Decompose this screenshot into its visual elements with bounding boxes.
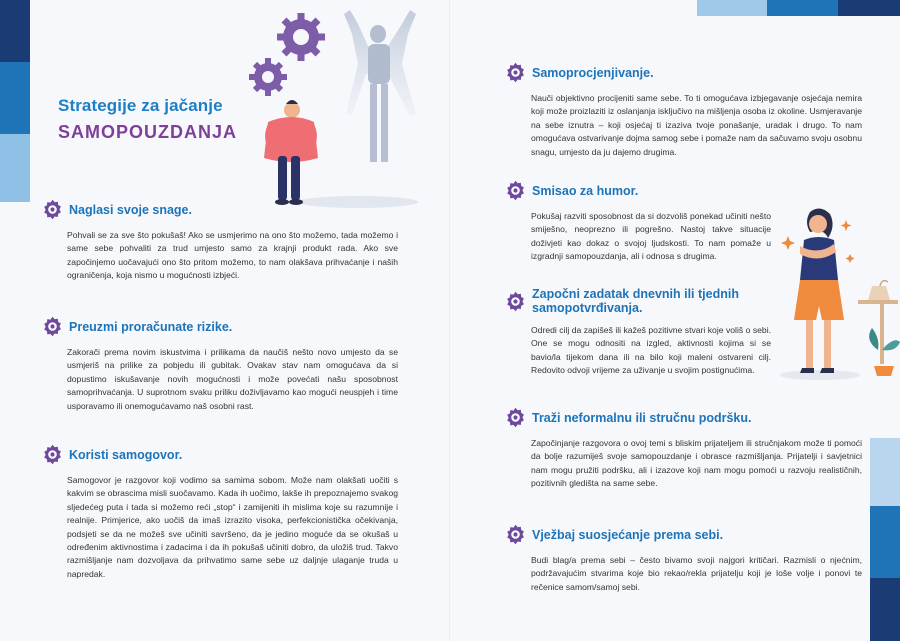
section-naglasi xyxy=(42,199,398,283)
left-bar-mid xyxy=(0,62,30,134)
section-heading: Započni zadatak dnevnih ili tjednih samopotvrđivanja. xyxy=(532,287,739,315)
title-line-1: Strategije za jačanje xyxy=(58,96,223,115)
section-samopotvrdivanja xyxy=(505,287,771,378)
section-samogovor xyxy=(42,444,398,581)
top-bar-mid xyxy=(767,0,838,16)
section-heading: Samoprocjenjivanje. xyxy=(532,65,654,80)
title-line-2: SAMOPOUZDANJA xyxy=(58,122,238,142)
section-text: Pokušaj razviti sposobnost da si dozvoliš ponekad učiniti nešto smiješno, neoprezno ili pogrešno. Nastoj takve situacije doživjeti kao dokaz o svojoj ljudskosti. To nam pomaže u izgradnji samopouzdanja, ali i odnosa s drugima. xyxy=(531,211,771,262)
top-bar-dark xyxy=(838,0,900,16)
section-text: Odredi cilj da zapišeš ili kažeš pozitivne stvari koje voliš o sebi. One se mogu odnositi na izgled, aktivnosti kojima si se bavio/la tijekom dana ili na bilo koji maleni ostvareni cilj. Redovito odvoji vrijeme za uživanje u svojim postignućima. xyxy=(531,325,771,376)
section-humor xyxy=(505,180,771,264)
section-podrska xyxy=(505,407,862,491)
right-bar-dark xyxy=(870,578,900,641)
gear-icon xyxy=(277,13,325,61)
flower-badge-icon xyxy=(42,199,63,220)
flower-badge-icon xyxy=(505,291,526,312)
right-bar-pale xyxy=(870,438,900,506)
flower-badge-icon xyxy=(505,62,526,83)
flower-badge-icon xyxy=(505,524,526,545)
section-heading: Vježbaj suosjećanje prema sebi. xyxy=(532,527,724,542)
flower-badge-icon xyxy=(505,407,526,428)
woman-self-hug-illustration xyxy=(770,200,900,382)
section-text: Nauči objektivno procijeniti same sebe. To ti omogućava izbjegavanje osjećaja nemira koji može proizlaziti iz oslanjanja isključivo na mišljenja osoba iz okoline. Usmjeravanje na sebe iznutra – koji osjećaj ti izaziva tvoje ponašanje, uradak i drugo. To nam omogućava ostvarivanje dojma samog sebe i pomaže nam da sačuvamo svoju osobnu snagu, umjesto da ju dajemo drugima. xyxy=(531,93,862,157)
right-bar-mid xyxy=(870,506,900,578)
section-text: Budi blag/a prema sebi – često bivamo svoji najgori kritičari. Razmisli o njećnim, podržavajućim stvarima koje bio rekao/rekla prijatelju koji je loše volje i ponovi te rečenice samom/samoj sebi. xyxy=(531,555,862,592)
section-heading: Koristi samogovor. xyxy=(69,447,183,462)
section-text: Pohvali se za sve što pokušaš! Ako se usmjerimo na ono što možemo, tada možemo i same sebe pohvaliti za trud umjesto samo za krajnji produkt rada. Ako sve započinjemo uočavajući ono što pritom možemo, to nam olakšava prihvaćanje i naših ograničenja, koja nismo u mogućnosti izbjeći. xyxy=(67,230,398,281)
section-text: Samogovor je razgovor koji vodimo sa samima sobom. Može nam olakšati uočiti s kakvim se obrascima misli suočavamo. Kada ih uočimo, lakše ih prepoznajemo svakog sljedećeg puta i tada si možemo reći „stop“ i zamijeniti ih mislima koje su razumnije i realnije. Primjerice, ako uočiš da imaš izrazito visoka, perfekcionistička očekivanja, podsjeti se da ne možeš sve učiniti savršeno, da je jedino moguće da se okušaš u određenim aktivnostima i zadacima i da ih pokušaš učiniti dobro, da uložiš trud. Takvo razmišljanje nam dozvoljava da prihvatimo same sebe uz daljnje ulaganje truda u napredak. xyxy=(67,475,398,579)
flower-badge-icon xyxy=(42,316,63,337)
top-bar-pale xyxy=(697,0,767,16)
section-heading: Smisao za humor. xyxy=(532,183,639,198)
left-bar-dark xyxy=(0,0,30,62)
section-text: Započinjanje razgovora o ovoj temi s bliskim prijateljem ili stručnjakom može ti pomoći da bolje razumiješ svoje samopouzdanje i obrasce razmišljanja. Prijatelji i savjetnici nam mogu pružiti podršku, ali i izazove koji nam mogu pomoći u razvoju realističnih, pozitivnih gledišta na same sebe. xyxy=(531,438,862,489)
superhero-shadow-gears-illustration xyxy=(238,4,438,216)
section-preuzmi xyxy=(42,316,398,413)
flower-badge-icon xyxy=(42,444,63,465)
page-fold xyxy=(449,0,451,641)
flower-badge-icon xyxy=(505,180,526,201)
left-bar-light xyxy=(0,134,30,202)
section-suosjecanje xyxy=(505,524,862,594)
section-text: Zakorači prema novim iskustvima i prilikama da naučiš nešto novo umjesto da se usmjeriš na prilike za pobjedu ili gubitak. Ovakav stav nam omogućava da si dopustimo iskušavanje novih mogućnosti i može povećati našu sposobnost samoprihvaćanja. U suprotnom svaku priliku doživljavamo kao mogući neuspjeh i time usporavamo ili onemogućavamo naš osobni rast. xyxy=(67,347,398,411)
hero-shadow xyxy=(344,10,416,162)
gear-icon xyxy=(249,58,287,96)
man-figure xyxy=(264,100,318,205)
section-heading: Naglasi svoje snage. xyxy=(69,202,192,217)
section-heading: Preuzmi proračunate rizike. xyxy=(69,319,233,334)
section-samoprocjenjivanje xyxy=(505,62,862,159)
section-heading: Traži neformalnu ili stručnu podršku. xyxy=(532,410,752,425)
